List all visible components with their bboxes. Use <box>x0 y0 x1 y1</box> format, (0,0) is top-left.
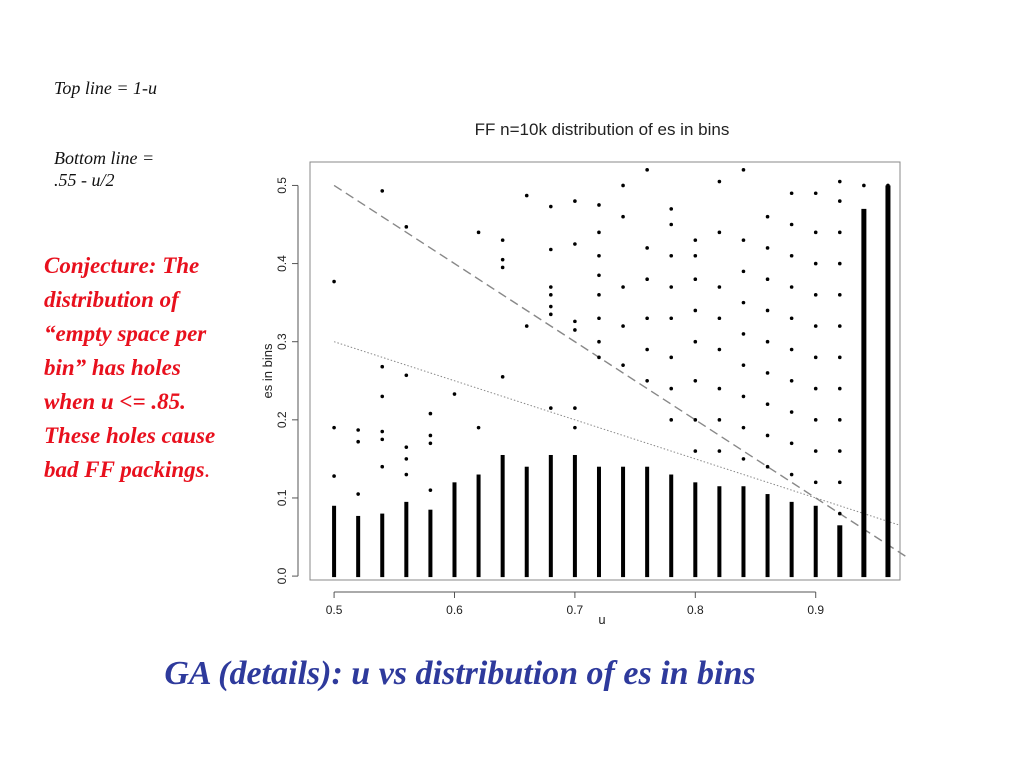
data-point-6-1 <box>477 231 481 235</box>
data-point-13-1 <box>645 348 649 352</box>
data-point-19-8 <box>790 223 794 227</box>
data-point-3-4 <box>405 225 409 229</box>
data-point-18-0 <box>766 465 770 469</box>
data-point-11-5 <box>597 254 601 258</box>
data-point-10-0 <box>573 426 577 430</box>
data-point-9-2 <box>549 305 553 309</box>
dense-band-22 <box>861 209 866 577</box>
data-point-13-5 <box>645 168 649 172</box>
data-point-12-0 <box>621 363 625 367</box>
data-point-21-10 <box>838 199 842 203</box>
data-point-19-7 <box>790 254 794 258</box>
data-point-9-5 <box>549 248 553 252</box>
conjecture-body: Conjecture: The distribution of “empty space per bin” has holes when u <= .85. These holes cause bad FF packings <box>44 253 216 482</box>
data-point-5-0 <box>453 392 457 396</box>
data-point-20-8 <box>814 231 818 235</box>
data-point-21-1 <box>838 481 842 485</box>
data-point-20-4 <box>814 356 818 360</box>
data-point-11-3 <box>597 293 601 297</box>
y-axis-label: es in bins <box>260 343 275 399</box>
dense-band-1 <box>356 516 360 577</box>
data-point-17-0 <box>742 457 746 461</box>
data-point-19-6 <box>790 285 794 289</box>
dense-band-6 <box>477 475 481 578</box>
data-point-16-0 <box>718 449 722 453</box>
data-point-15-5 <box>694 277 698 281</box>
data-point-21-5 <box>838 356 842 360</box>
scatter-chart <box>250 110 920 630</box>
data-point-10-2 <box>573 328 577 332</box>
data-point-17-1 <box>742 426 746 430</box>
data-point-18-6 <box>766 277 770 281</box>
data-point-16-4 <box>718 316 722 320</box>
data-point-16-5 <box>718 285 722 289</box>
data-point-14-5 <box>669 254 673 258</box>
data-point-17-3 <box>742 363 746 367</box>
data-point-20-1 <box>814 449 818 453</box>
y-axis <box>275 177 298 585</box>
data-point-19-1 <box>790 441 794 445</box>
data-point-11-2 <box>597 316 601 320</box>
dense-band-3 <box>404 502 408 577</box>
data-point-16-1 <box>718 418 722 422</box>
data-point-21-4 <box>838 387 842 391</box>
data-point-23-0 <box>886 184 890 188</box>
data-point-15-7 <box>694 238 698 242</box>
x-tick-label-4: 0.9 <box>807 603 825 617</box>
data-point-2-3 <box>380 395 384 399</box>
y-tick-label-5: 0.5 <box>275 177 289 194</box>
x-axis <box>326 592 825 617</box>
data-point-9-4 <box>549 285 553 289</box>
data-point-12-1 <box>621 324 625 328</box>
data-point-2-4 <box>380 365 384 369</box>
dense-band-17 <box>741 486 745 577</box>
data-point-12-2 <box>621 285 625 289</box>
data-point-11-0 <box>597 356 601 360</box>
data-point-6-0 <box>477 426 481 430</box>
data-point-0-0 <box>332 474 336 478</box>
data-point-9-1 <box>549 313 553 317</box>
data-point-19-2 <box>790 410 794 414</box>
data-point-17-6 <box>742 270 746 274</box>
outlier-points <box>332 168 889 515</box>
data-point-0-2 <box>332 280 336 284</box>
x-tick-label-3: 0.8 <box>686 603 704 617</box>
data-point-21-11 <box>838 180 842 184</box>
data-point-3-0 <box>405 473 409 477</box>
data-point-11-7 <box>597 203 601 207</box>
data-point-8-0 <box>525 324 529 328</box>
dense-band-4 <box>428 510 432 577</box>
dense-band-11 <box>597 467 601 577</box>
dense-band-20 <box>814 506 818 577</box>
dense-band-2 <box>380 514 384 578</box>
data-point-20-7 <box>814 262 818 266</box>
data-point-18-8 <box>766 215 770 219</box>
data-point-19-3 <box>790 379 794 383</box>
data-point-7-0 <box>501 375 505 379</box>
reference-lines <box>334 185 906 556</box>
data-point-19-9 <box>790 191 794 195</box>
data-point-3-3 <box>405 373 409 377</box>
data-point-16-6 <box>718 231 722 235</box>
data-point-21-3 <box>838 418 842 422</box>
data-point-14-1 <box>669 387 673 391</box>
data-point-7-3 <box>501 238 505 242</box>
y-tick-label-0: 0.0 <box>275 567 289 585</box>
data-point-10-5 <box>573 199 577 203</box>
x-tick-label-1: 0.6 <box>446 603 463 617</box>
dense-band-9 <box>549 455 553 577</box>
dense-band-8 <box>525 467 529 577</box>
data-point-14-6 <box>669 223 673 227</box>
data-point-21-6 <box>838 324 842 328</box>
data-point-14-0 <box>669 418 673 422</box>
data-point-9-6 <box>549 205 553 209</box>
data-point-2-1 <box>380 438 384 442</box>
note-top-line: Top line = 1-u <box>54 78 157 98</box>
data-point-21-8 <box>838 262 842 266</box>
data-point-1-2 <box>356 428 360 432</box>
dense-band-13 <box>645 467 649 577</box>
note-bottom-line: Bottom line = .55 - u/2 <box>54 148 155 190</box>
data-point-17-7 <box>742 238 746 242</box>
x-tick-label-2: 0.7 <box>566 603 584 617</box>
data-point-20-9 <box>814 191 818 195</box>
data-point-20-6 <box>814 293 818 297</box>
data-point-16-7 <box>718 180 722 184</box>
reference-line-0 <box>334 185 906 556</box>
data-point-18-7 <box>766 246 770 250</box>
data-point-18-1 <box>766 434 770 438</box>
data-point-2-0 <box>380 465 384 469</box>
data-point-16-3 <box>718 348 722 352</box>
data-point-2-2 <box>380 430 384 434</box>
data-point-13-4 <box>645 246 649 250</box>
data-point-10-3 <box>573 320 577 324</box>
data-point-12-3 <box>621 215 625 219</box>
data-point-21-7 <box>838 293 842 297</box>
y-tick-label-1: 0.1 <box>275 489 289 507</box>
data-point-1-1 <box>356 440 360 444</box>
data-point-4-3 <box>429 412 433 416</box>
data-point-8-1 <box>525 194 529 198</box>
data-point-1-0 <box>356 492 360 496</box>
x-axis-label: u <box>598 612 606 627</box>
data-point-15-6 <box>694 254 698 258</box>
data-point-14-4 <box>669 285 673 289</box>
data-point-15-3 <box>694 340 698 344</box>
y-tick-label-3: 0.3 <box>275 333 289 351</box>
data-point-17-2 <box>742 395 746 399</box>
data-point-19-0 <box>790 473 794 477</box>
dense-band-14 <box>669 475 673 578</box>
dense-band-5 <box>452 482 456 577</box>
data-point-17-8 <box>742 168 746 172</box>
data-point-3-1 <box>405 457 409 461</box>
data-point-9-0 <box>549 406 553 410</box>
data-point-11-1 <box>597 340 601 344</box>
data-point-9-3 <box>549 293 553 297</box>
data-point-11-4 <box>597 273 601 277</box>
data-point-21-0 <box>838 512 842 516</box>
x-tick-label-0: 0.5 <box>325 603 343 617</box>
data-point-18-2 <box>766 402 770 406</box>
data-point-21-2 <box>838 449 842 453</box>
data-point-0-1 <box>332 426 336 430</box>
data-point-14-2 <box>669 356 673 360</box>
data-point-19-4 <box>790 348 794 352</box>
data-point-7-1 <box>501 266 505 270</box>
data-point-15-4 <box>694 309 698 313</box>
dense-band-19 <box>790 502 794 577</box>
dense-band-7 <box>501 455 505 577</box>
plot-frame <box>310 162 900 580</box>
data-point-13-3 <box>645 277 649 281</box>
dense-band-21 <box>837 525 842 577</box>
dense-band-15 <box>693 482 697 577</box>
data-point-12-4 <box>621 184 625 188</box>
dense-band-12 <box>621 467 625 577</box>
conjecture-text <box>44 249 222 487</box>
dense-bands <box>332 185 890 577</box>
data-point-20-2 <box>814 418 818 422</box>
conjecture-period: . <box>204 457 211 482</box>
dense-band-16 <box>717 486 721 577</box>
data-point-17-5 <box>742 301 746 305</box>
data-point-4-2 <box>429 434 433 438</box>
dense-band-10 <box>573 455 577 577</box>
data-point-20-5 <box>814 324 818 328</box>
data-point-15-0 <box>694 449 698 453</box>
data-point-15-1 <box>694 418 698 422</box>
data-point-3-2 <box>405 445 409 449</box>
data-point-20-3 <box>814 387 818 391</box>
data-point-10-1 <box>573 406 577 410</box>
data-point-20-0 <box>814 481 818 485</box>
data-point-18-5 <box>766 309 770 313</box>
data-point-13-2 <box>645 316 649 320</box>
data-point-19-5 <box>790 316 794 320</box>
data-point-21-9 <box>838 231 842 235</box>
data-point-13-0 <box>645 379 649 383</box>
data-point-15-2 <box>694 379 698 383</box>
data-point-4-0 <box>429 488 433 492</box>
data-point-2-5 <box>380 189 384 193</box>
data-point-7-2 <box>501 258 505 262</box>
data-point-17-4 <box>742 332 746 336</box>
data-point-4-1 <box>429 441 433 445</box>
data-point-22-0 <box>862 184 866 188</box>
chart-title: FF n=10k distribution of es in bins <box>474 120 730 139</box>
data-point-14-7 <box>669 207 673 211</box>
data-point-16-2 <box>718 387 722 391</box>
dense-band-23 <box>885 185 890 577</box>
data-point-18-3 <box>766 371 770 375</box>
dense-band-0 <box>332 506 336 577</box>
y-tick-label-4: 0.4 <box>275 255 289 272</box>
slide-caption: GA (details): u vs distribution of es in bins <box>164 655 756 692</box>
data-point-18-4 <box>766 340 770 344</box>
data-point-11-6 <box>597 231 601 235</box>
dense-band-18 <box>766 494 770 577</box>
data-point-14-3 <box>669 316 673 320</box>
y-tick-label-2: 0.2 <box>275 411 289 429</box>
data-point-10-4 <box>573 242 577 246</box>
